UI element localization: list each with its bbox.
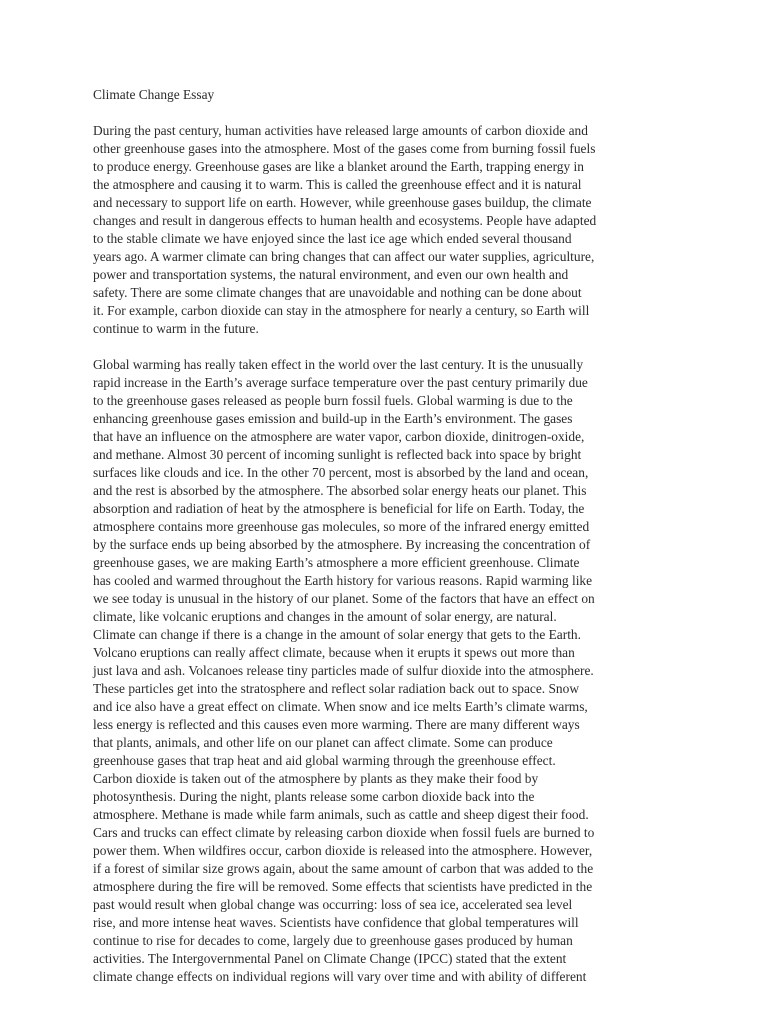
text-line: and necessary to support life on earth. However, while greenhouse gases buildup, the climate xyxy=(93,195,592,210)
text-line: Global warming has really taken effect in the world over the last century. It is the unusually xyxy=(93,357,584,372)
text-line: Carbon dioxide is taken out of the atmosphere by plants as they make their food by xyxy=(93,771,539,786)
text-line: less energy is reflected and this causes even more warming. There are many different ways xyxy=(93,717,580,732)
text-line: photosynthesis. During the night, plants release some carbon dioxide back into the xyxy=(93,789,535,804)
text-line: to the greenhouse gases released as people burn fossil fuels. Global warming is due to the xyxy=(93,393,573,408)
text-line: climate change effects on individual regions will vary over time and with ability of different xyxy=(93,969,587,984)
text-line: greenhouse gases, we are making Earth’s atmosphere a more efficient greenhouse. Climate xyxy=(93,555,580,570)
text-line: continue to rise for decades to come, largely due to greenhouse gases produced by human xyxy=(93,933,573,948)
paragraph-global-warming xyxy=(93,356,673,986)
text-line: that plants, animals, and other life on our planet can affect climate. Some can produce xyxy=(93,735,553,750)
text-line: changes and result in dangerous effects to human health and ecosystems. People have adapted xyxy=(93,213,597,228)
text-line: atmosphere during the fire will be removed. Some effects that scientists have predicted in the xyxy=(93,879,593,894)
text-line: if a forest of similar size grows again, about the same amount of carbon that was added to the xyxy=(93,861,594,876)
text-line: it. For example, carbon dioxide can stay in the atmosphere for nearly a century, so Earth will xyxy=(93,303,590,318)
text-line: years ago. A warmer climate can bring changes that can affect our water supplies, agriculture, xyxy=(93,249,595,264)
text-line: Climate can change if there is a change in the amount of solar energy that gets to the Earth. xyxy=(93,627,581,642)
text-line: we see today is unusual in the history of our planet. Some of the factors that have an effect on xyxy=(93,591,595,606)
text-line: These particles get into the stratosphere and reflect solar radiation back out to space. Snow xyxy=(93,681,579,696)
spacer xyxy=(93,338,673,356)
text-line: just lava and ash. Volcanoes release tiny particles made of sulfur dioxide into the atmosphere. xyxy=(93,663,594,678)
text-line: other greenhouse gases into the atmosphere. Most of the gases come from burning fossil fuels xyxy=(93,141,596,156)
text-line: the atmosphere and causing it to warm. This is called the greenhouse effect and it is natural xyxy=(93,177,582,192)
text-line: greenhouse gases that trap heat and aid global warming through the greenhouse effect. xyxy=(93,753,556,768)
text-line: activities. The Intergovernmental Panel on Climate Change (IPCC) stated that the extent xyxy=(93,951,567,966)
text-line: power them. When wildfires occur, carbon dioxide is released into the atmosphere. However, xyxy=(93,843,593,858)
text-line: Volcano eruptions can really affect climate, because when it erupts it spews out more than xyxy=(93,645,575,660)
text-line: power and transportation systems, the natural environment, and even our own health and xyxy=(93,267,569,282)
text-line: to produce energy. Greenhouse gases are like a blanket around the Earth, trapping energy in xyxy=(93,159,584,174)
text-line: climate, like volcanic eruptions and changes in the amount of solar energy, are natural. xyxy=(93,609,557,624)
text-line: surfaces like clouds and ice. In the other 70 percent, most is absorbed by the land and ocean, xyxy=(93,465,589,480)
text-line: has cooled and warmed throughout the Earth history for various reasons. Rapid warming like xyxy=(93,573,593,588)
text-line: continue to warm in the future. xyxy=(93,321,259,336)
text-line: and methane. Almost 30 percent of incoming sunlight is reflected back into space by bright xyxy=(93,447,582,462)
text-line: During the past century, human activities have released large amounts of carbon dioxide and xyxy=(93,123,588,138)
paragraph-intro xyxy=(93,122,673,338)
text-line: rise, and more intense heat waves. Scientists have confidence that global temperatures will xyxy=(93,915,579,930)
text-line: to the stable climate we have enjoyed since the last ice age which ended several thousand xyxy=(93,231,572,246)
text-line: and the rest is absorbed by the atmosphere. The absorbed solar energy heats our planet. This xyxy=(93,483,587,498)
text-line: and ice also have a great effect on climate. When snow and ice melts Earth’s climate warms, xyxy=(93,699,588,714)
text-line: by the surface ends up being absorbed by the atmosphere. By increasing the concentration of xyxy=(93,537,591,552)
text-line: atmosphere. Methane is made while farm animals, such as cattle and sheep digest their food. xyxy=(93,807,589,822)
text-line: absorption and radiation of heat by the atmosphere is beneficial for life on Earth. Today, the xyxy=(93,501,585,516)
text-line: past would result when global change was occurring: loss of sea ice, accelerated sea level xyxy=(93,897,573,912)
text-line: rapid increase in the Earth’s average surface temperature over the past century primarily due xyxy=(93,375,588,390)
text-line: safety. There are some climate changes that are unavoidable and nothing can be done about xyxy=(93,285,582,300)
essay-title: Climate Change Essay xyxy=(93,87,215,102)
text-line: atmosphere contains more greenhouse gas molecules, so more of the infrared energy emitted xyxy=(93,519,590,534)
text-line: Cars and trucks can effect climate by releasing carbon dioxide when fossil fuels are burned to xyxy=(93,825,595,840)
text-line: enhancing greenhouse gases emission and build-up in the Earth’s environment. The gases xyxy=(93,411,573,426)
spacer xyxy=(93,104,673,122)
text-line: that have an influence on the atmosphere are water vapor, carbon dioxide, dinitrogen-oxide, xyxy=(93,429,585,444)
document-body xyxy=(93,86,673,986)
